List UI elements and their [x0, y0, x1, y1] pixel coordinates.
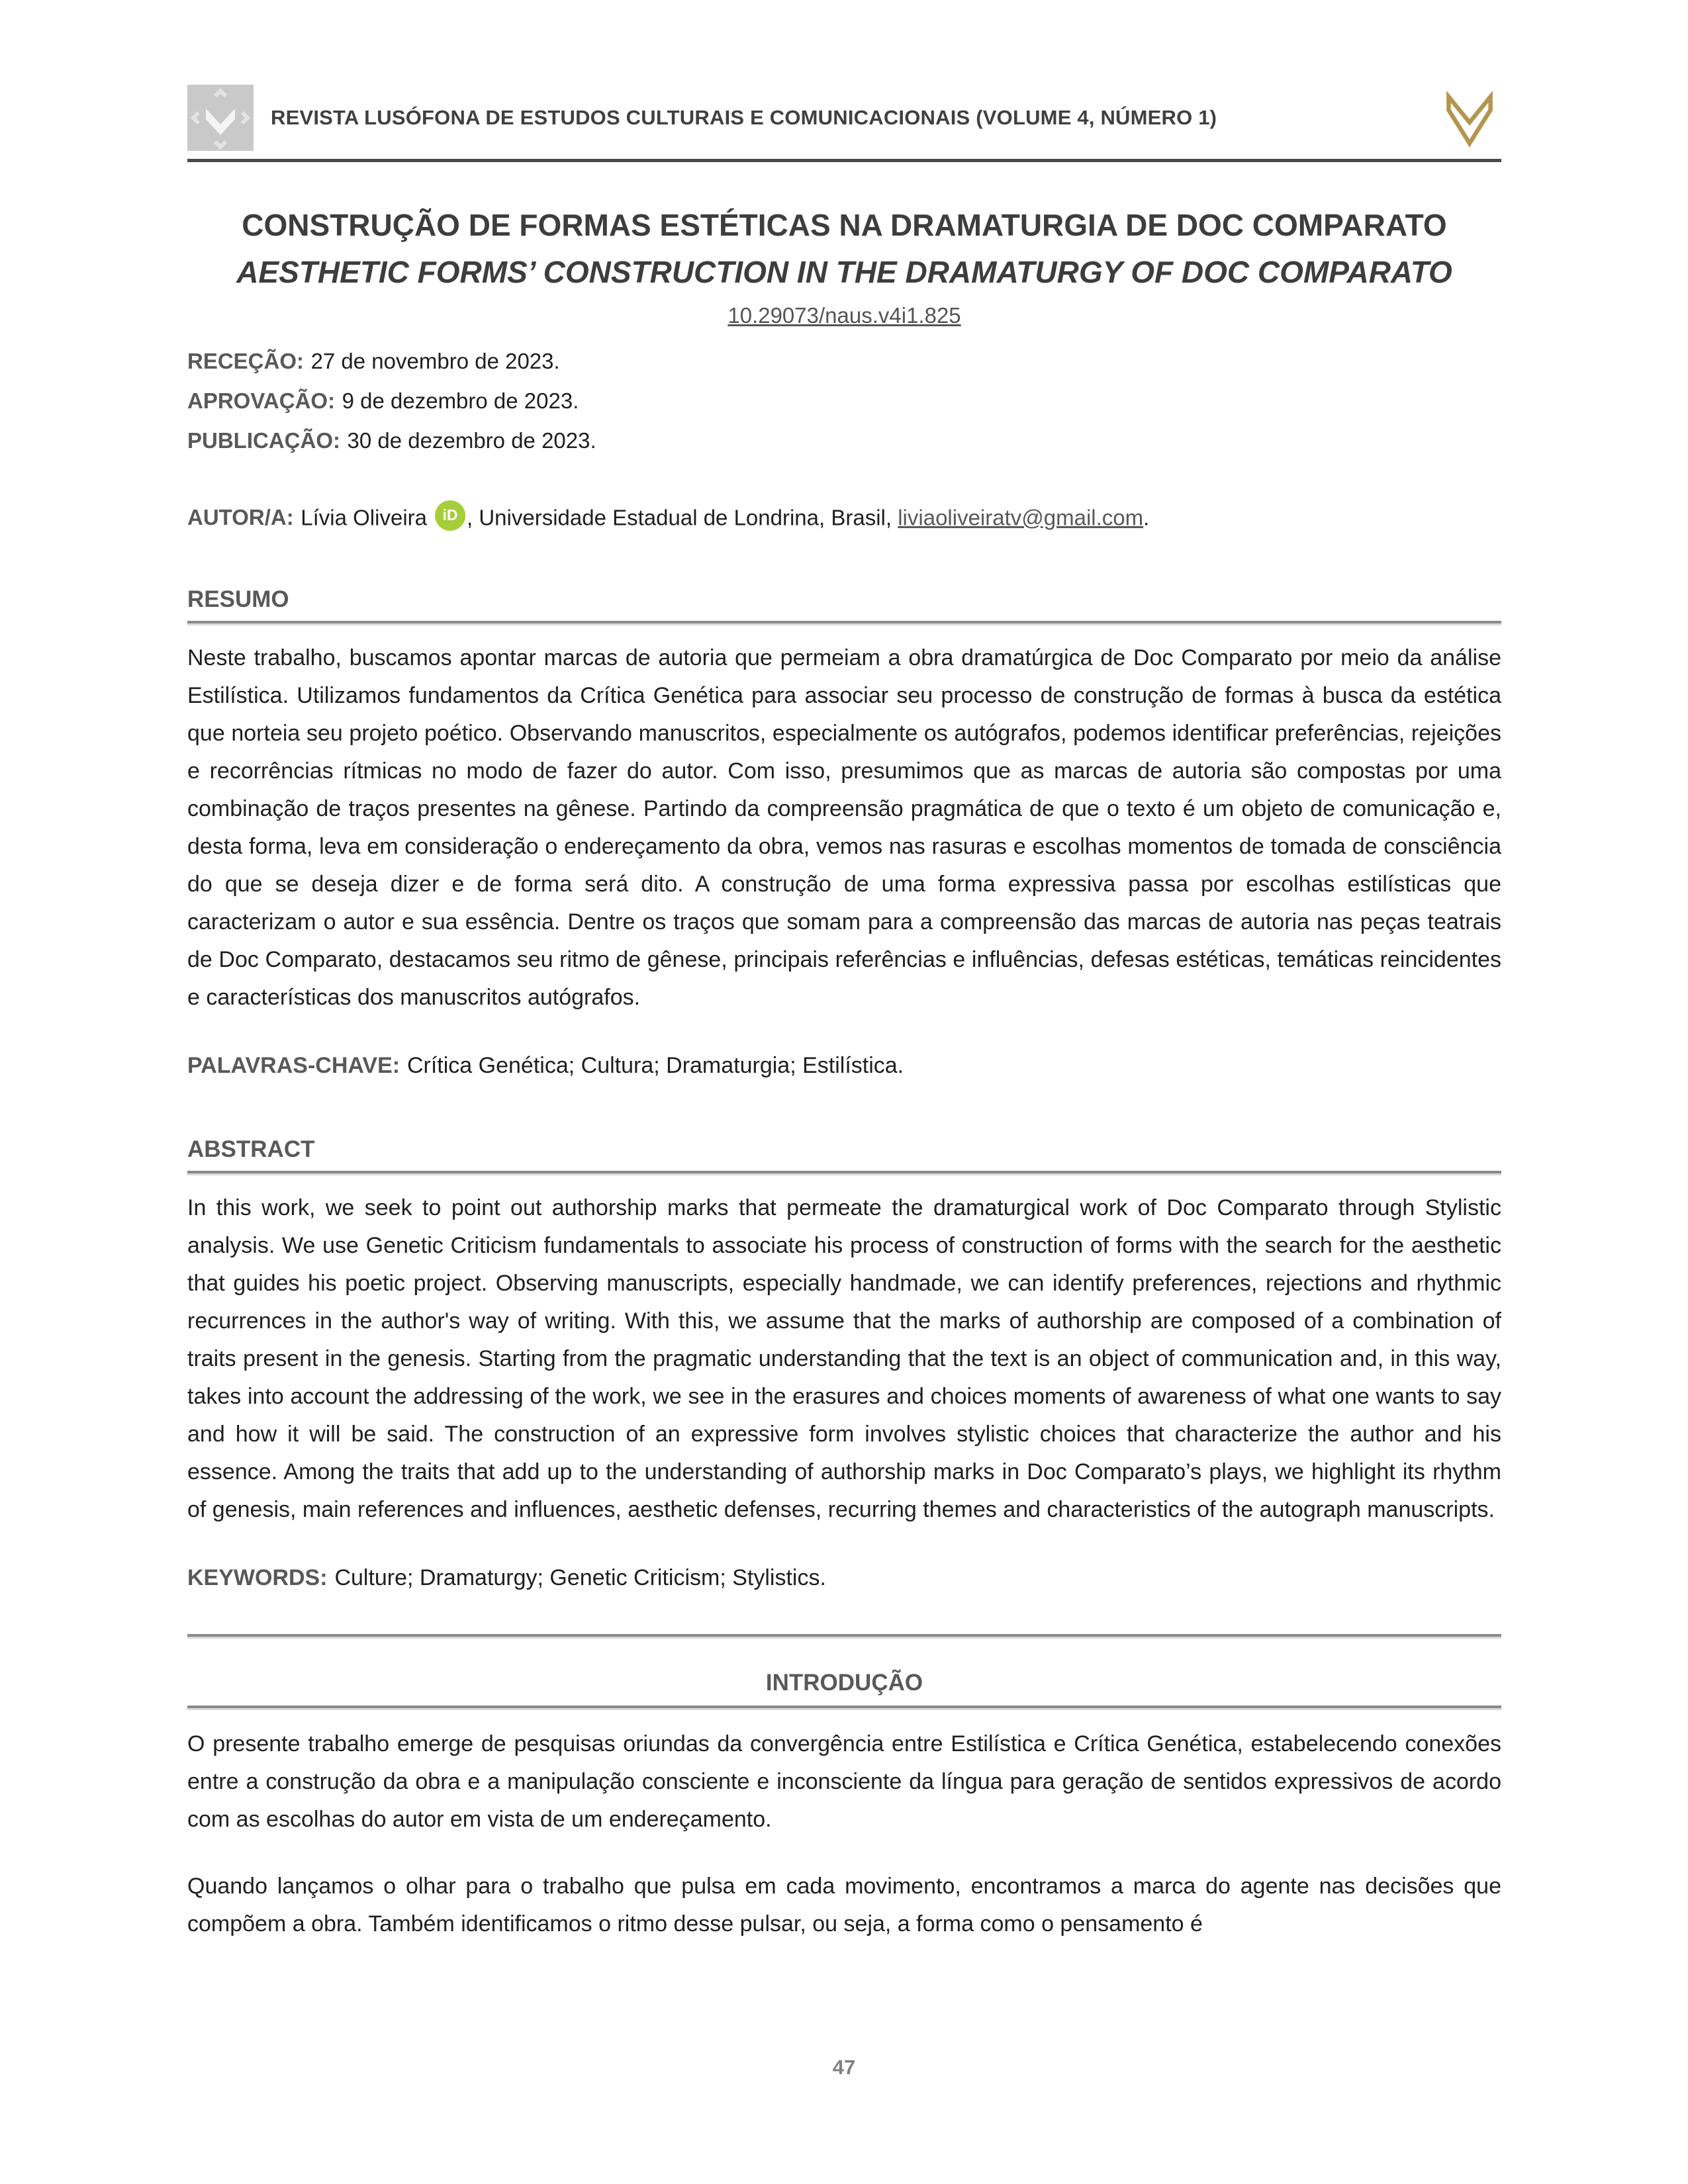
reception-label: RECEÇÃO:	[187, 348, 305, 373]
publication-value: 30 de dezembro de 2023.	[347, 428, 596, 453]
abstract-heading: ABSTRACT	[187, 1136, 1501, 1173]
doi-line	[187, 303, 1501, 328]
reception-row	[187, 348, 1501, 375]
publication-row	[187, 428, 1501, 454]
section-divider	[187, 1634, 1501, 1637]
abstract-text: In this work, we seek to point out authorship marks that permeate the dramaturgical work of Doc Comparato through Stylistic analysis. We use Genetic Criticism fundamentals to associate his process of construction of forms with the search for the aesthetic that guides his poetic project. Observing manuscripts, especially handmade, we can identify preferences, rejections and rhythmic recurrences in the author's way of writing. With this, we assume that the marks of authorship are composed of a combination of traits present in the genesis. Starting from the pragmatic understanding that the text is an object of communication and, in this way, takes into account the addressing of the work, we see in the erasures and choices moments of awareness of what one wants to say and how it will be said. The construction of an expressive form involves stylistic choices that characterize the author and his essence. Among the traits that add up to the understanding of authorship marks in Doc Comparato’s plays, we highlight its rhythm of genesis, main references and influences, aesthetic defenses, recurring themes and characteristics of the autograph manuscripts.	[187, 1195, 1501, 1522]
page-number: 47	[832, 2056, 856, 2079]
gold-chevron-icon	[1438, 90, 1501, 151]
doi-link[interactable]: 10.29073/naus.v4i1.825	[727, 302, 961, 328]
approval-row	[187, 388, 1501, 414]
palavras-chave-label: PALAVRAS-CHAVE:	[187, 1052, 400, 1078]
author-label: AUTOR/A:	[187, 505, 294, 530]
resumo-heading: RESUMO	[187, 586, 1501, 623]
journal-title: REVISTA LUSÓFONA DE ESTUDOS CULTURAIS E COMUNICACIONAIS (VOLUME 4, NÚMERO 1)	[271, 106, 1217, 129]
reception-value: 27 de novembro de 2023.	[310, 348, 560, 373]
author-name: Lívia Oliveira	[301, 505, 427, 530]
journal-logo-icon	[187, 85, 254, 151]
email-link[interactable]: liviaoliveiratv@gmail.com	[898, 505, 1144, 530]
author-affiliation: , Universidade Estadual de Londrina, Brasil,	[467, 505, 892, 530]
title-block	[187, 202, 1501, 328]
article-title-pt: CONSTRUÇÃO DE FORMAS ESTÉTICAS NA DRAMATURGIA DE DOC COMPARATO	[242, 208, 1447, 242]
palavras-chave-row	[187, 1047, 1501, 1085]
journal-header	[187, 85, 1501, 162]
author-suffix: .	[1143, 505, 1150, 530]
palavras-chave-text: Crítica Genética; Cultura; Dramaturgia; Estilística.	[406, 1052, 904, 1078]
approval-label: APROVAÇÃO:	[187, 388, 336, 413]
introducao-heading: INTRODUÇÃO	[187, 1670, 1501, 1708]
approval-value: 9 de dezembro de 2023.	[342, 388, 579, 413]
dates-block	[187, 348, 1501, 454]
intro-paragraph-1: O presente trabalho emerge de pesquisas oriundas da convergência entre Estilística e Crítica Genética, estabelecendo conexões entre a construção da obra e a manipulação consciente e inconsciente da língua para geração de sentidos expressivos de acordo com as escolhas do autor em vista de um endereçamento.	[187, 1731, 1501, 1832]
publication-label: PUBLICAÇÃO:	[187, 428, 340, 453]
keywords-text: Culture; Dramaturgy; Genetic Criticism; Stylistics.	[334, 1565, 826, 1590]
keywords-label: KEYWORDS:	[187, 1565, 328, 1590]
resumo-text: Neste trabalho, buscamos apontar marcas de autoria que permeiam a obra dramatúrgica de Doc Comparato por meio da análise Estilística. Utilizamos fundamentos da Crítica Genética para associar seu processo de construção de formas à busca da estética que norteia seu projeto poético. Observando manuscritos, especialmente os autógrafos, podemos identificar preferências, rejeições e recorrências rítmicas no modo de fazer do autor. Com isso, presumimos que as marcas de autoria são compostas por uma combinação de traços presentes na gênese. Partindo da compreensão pragmática de que o texto é um objeto de comunicação e, desta forma, leva em consideração o endereçamento da obra, vemos nas rasuras e escolhas momentos de tomada de consciência do que se deseja dizer e de forma será dito. A construção de uma forma expressiva passa por escolhas estilísticas que caracterizam o autor e sua essência. Dentre os traços que somam para a compreensão das marcas de autoria nas peças teatrais de Doc Comparato, destacamos seu ritmo de gênese, principais referências e influências, defesas estéticas, temáticas reincidentes e características dos manuscritos autógrafos.	[187, 645, 1501, 1010]
intro-paragraph-2: Quando lançamos o olhar para o trabalho que pulsa em cada movimento, encontramos a marca do agente nas decisões que compõem a obra. Também identificamos o ritmo desse pulsar, ou seja, a forma como o pensamento é	[187, 1873, 1501, 1936]
author-row	[187, 504, 1501, 535]
keywords-row	[187, 1559, 1501, 1597]
article-title-en: AESTHETIC FORMS’ CONSTRUCTION IN THE DRAMATURGY OF DOC COMPARATO	[236, 255, 1452, 290]
orcid-icon[interactable]: iD	[435, 500, 465, 531]
